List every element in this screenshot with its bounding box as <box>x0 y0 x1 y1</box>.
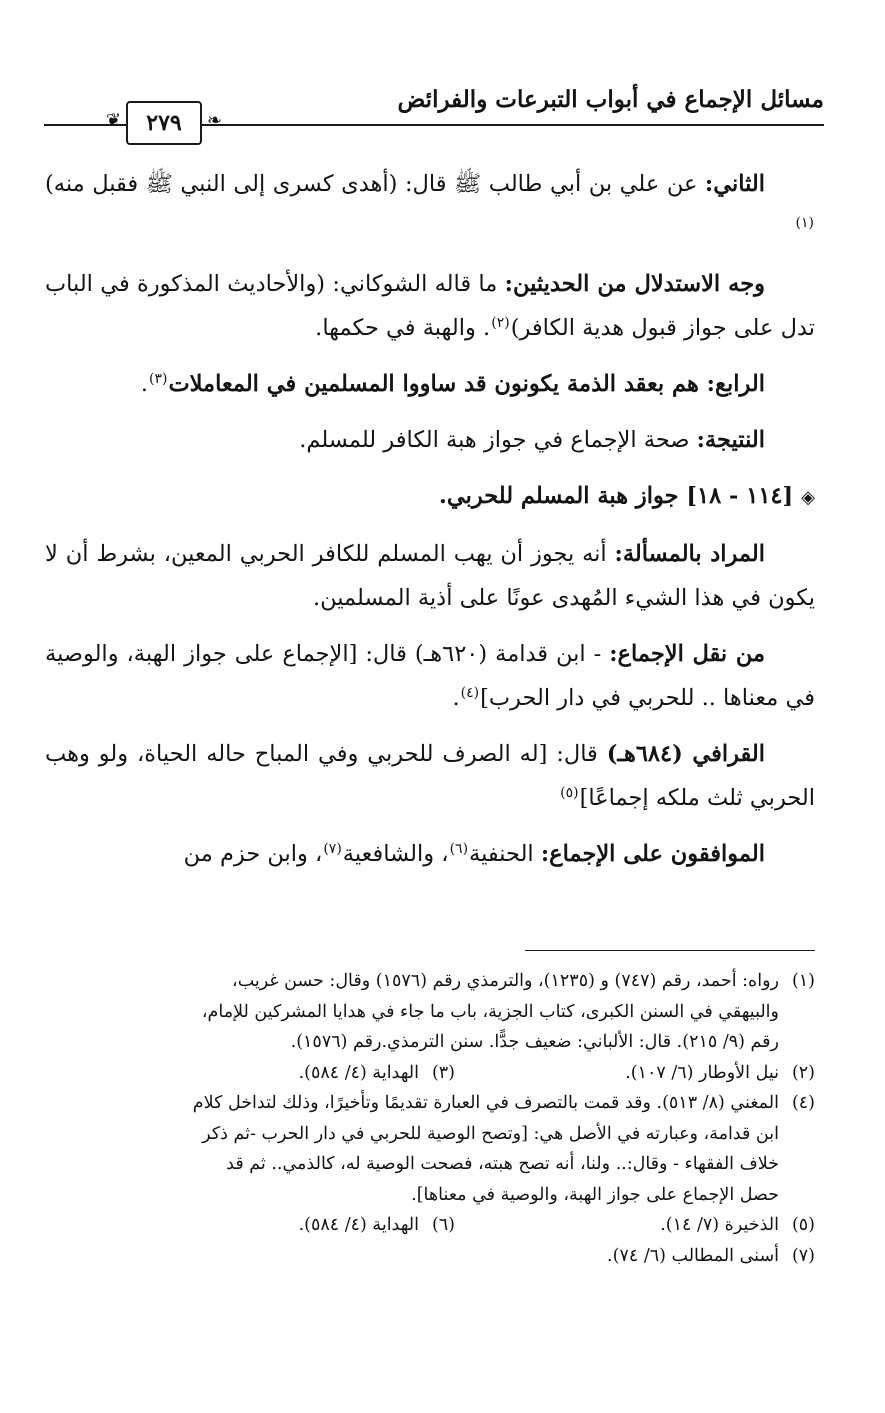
paragraph-label: القرافي (٦٨٤هـ) <box>606 741 765 767</box>
footnote-line: رواه: أحمد، رقم (٧٤٧) و (١٢٣٥)، والترمذي رقم (١٥٧٦) وقال: حسن غريب، <box>232 971 779 991</box>
page-header <box>44 68 824 136</box>
footnote-number: (٢) <box>791 1062 815 1083</box>
paragraph-fourth-evidence <box>45 362 815 406</box>
paragraph-text: هم بعقد الذمة يكونون قد ساووا المسلمين في المعاملات <box>168 371 707 397</box>
footnote-ref[interactable]: (٤) <box>460 684 480 701</box>
paragraph-text: الحنفية <box>469 841 541 867</box>
page-number: ٢٧٩ <box>126 101 202 145</box>
footnote-ref[interactable]: (٧) <box>323 840 342 857</box>
paragraph-label: وجه الاستدلال من الحديثين: <box>504 271 765 297</box>
footnote-number: (٤) <box>791 1093 815 1113</box>
paragraph-text: أنه يجوز أن يهب المسلم للكافر الحربي المعين، بشرط أن لا يكون في هذا الشيء المُهدى عونًا على أذية المسلمين. <box>45 541 815 611</box>
footnote-5 <box>455 1210 815 1241</box>
paragraph-text: صحة الإجماع في جواز هبة الكافر للمسلم. <box>299 427 697 453</box>
footnote-text: الذخيرة (٧/ ١٤). <box>660 1215 779 1235</box>
footnote-line: رقم (٩/ ٢١٥). قال: الألباني: ضعيف جدًّا. سنن الترمذي.رقم (١٥٧٦). <box>290 1032 779 1052</box>
main-text <box>45 162 815 888</box>
footnote-text: أسنى المطالب (٦/ ٧٤). <box>607 1245 779 1266</box>
footnote-ref[interactable]: (٦) <box>449 840 469 857</box>
ornament-right-icon: ❧ <box>206 110 222 131</box>
footnote-line: المغني (٨/ ٥١٣). وقد قمت بالتصرف في العبارة تقديمًا وتأخيرًا، وذلك لتداخل كلام <box>192 1093 779 1113</box>
footnote-line: والبيهقي في السنن الكبرى، كتاب الجزية، باب ما جاء في هدايا المشركين للإمام، <box>201 1001 779 1022</box>
paragraph-label: الرابع: <box>706 371 765 397</box>
section-title: [١١٤ - ١٨] جواز هبة المسلم للحربي. <box>439 483 794 509</box>
footnote-4-cont <box>45 1180 815 1211</box>
paragraph-label: الموافقون على الإجماع: <box>540 841 765 867</box>
footnote-4-cont <box>45 1119 815 1150</box>
paragraph-label: النتيجة: <box>696 427 765 453</box>
paragraph-meaning <box>45 532 815 620</box>
paragraph-text: - ابن قدامة (٦٢٠هـ) قال: [الإجماع على جواز الهبة، والوصية في معناها .. للحربي في دار الحرب] <box>45 641 815 711</box>
footnote-4 <box>45 1088 815 1119</box>
footnote-number: (٣) <box>431 1062 455 1083</box>
paragraph-label: الثاني: <box>704 171 765 197</box>
paragraph-text: ، وابن حزم من <box>183 841 323 867</box>
footnote-1 <box>45 966 815 997</box>
paragraph-end: . <box>140 371 148 397</box>
footnote-number: (٧) <box>791 1245 815 1266</box>
footnote-separator <box>525 950 815 951</box>
footnote-row-2-3 <box>45 1058 815 1089</box>
paragraph-result <box>45 418 815 462</box>
footnote-number: (١) <box>791 971 815 991</box>
footnote-line: خلاف الفقهاء - وقال:.. ولنا، أنه تصح هبته، فصحت الوصية له، كالذمي.. ثم قد <box>226 1154 779 1174</box>
footnote-2 <box>455 1058 815 1089</box>
paragraph-qarafi <box>45 732 815 820</box>
footnote-1-cont <box>45 1027 815 1058</box>
paragraph-agreeing <box>45 832 815 876</box>
footnotes <box>45 966 815 1271</box>
paragraph-label: المراد بالمسألة: <box>614 541 766 567</box>
paragraph-label: من نقل الإجماع: <box>609 641 765 667</box>
footnote-number: (٥) <box>791 1215 815 1235</box>
footnote-number: (٦) <box>431 1215 455 1235</box>
footnote-text: نيل الأوطار (٦/ ١٠٧). <box>625 1062 779 1083</box>
footnote-3 <box>55 1058 455 1089</box>
paragraph-text: ما قاله الشوكاني: (والأحاديث المذكورة في الباب تدل على جواز قبول هدية الكافر) <box>45 271 815 341</box>
footnote-line: حصل الإجماع على جواز الهبة، والوصية في معناها]. <box>411 1184 779 1205</box>
ornament-left-icon: ❦ <box>106 110 122 131</box>
diamond-icon: ◈ <box>801 487 815 508</box>
paragraph-text: قال: [له الصرف للحربي وفي المباح حاله الحياة، ولو وهب الحربي ثلث ملكه إجماعًا] <box>45 741 815 811</box>
page-number-frame <box>106 101 222 145</box>
footnote-4-cont <box>45 1149 815 1180</box>
paragraph-second-evidence <box>45 162 815 250</box>
paragraph-text: ، والشافعية <box>342 841 449 867</box>
section-heading <box>45 474 815 520</box>
footnote-row-5-6 <box>45 1210 815 1241</box>
footnote-line: ابن قدامة، وعبارته في الأصل هي: [وتصح الوصية للحربي في دار الحرب -ثم ذكر <box>202 1123 779 1144</box>
footnote-ref[interactable]: (٥) <box>560 784 579 801</box>
paragraph-text: عن علي بن أبي طالب ﷺ قال: (أهدى كسرى إلى النبي ﷺ فقبل منه) <box>45 171 705 197</box>
footnote-ref[interactable]: (١) <box>795 214 814 231</box>
footnote-6 <box>55 1210 455 1241</box>
paragraph-end: . <box>452 685 460 711</box>
running-title: مسائل الإجماع في أبواب التبرعات والفرائض <box>397 86 824 113</box>
footnote-text: الهداية (٤/ ٥٨٤). <box>298 1062 419 1083</box>
footnote-text: الهداية (٤/ ٥٨٤). <box>298 1215 419 1235</box>
paragraph-inference <box>45 262 815 350</box>
paragraph-text: . والهبة في حكمها. <box>315 315 491 341</box>
footnote-1-cont <box>45 997 815 1028</box>
footnote-ref[interactable]: (٣) <box>148 370 168 387</box>
paragraph-consensus-transmitters <box>45 632 815 720</box>
footnote-7 <box>45 1241 815 1272</box>
footnote-ref[interactable]: (٢) <box>491 314 510 331</box>
